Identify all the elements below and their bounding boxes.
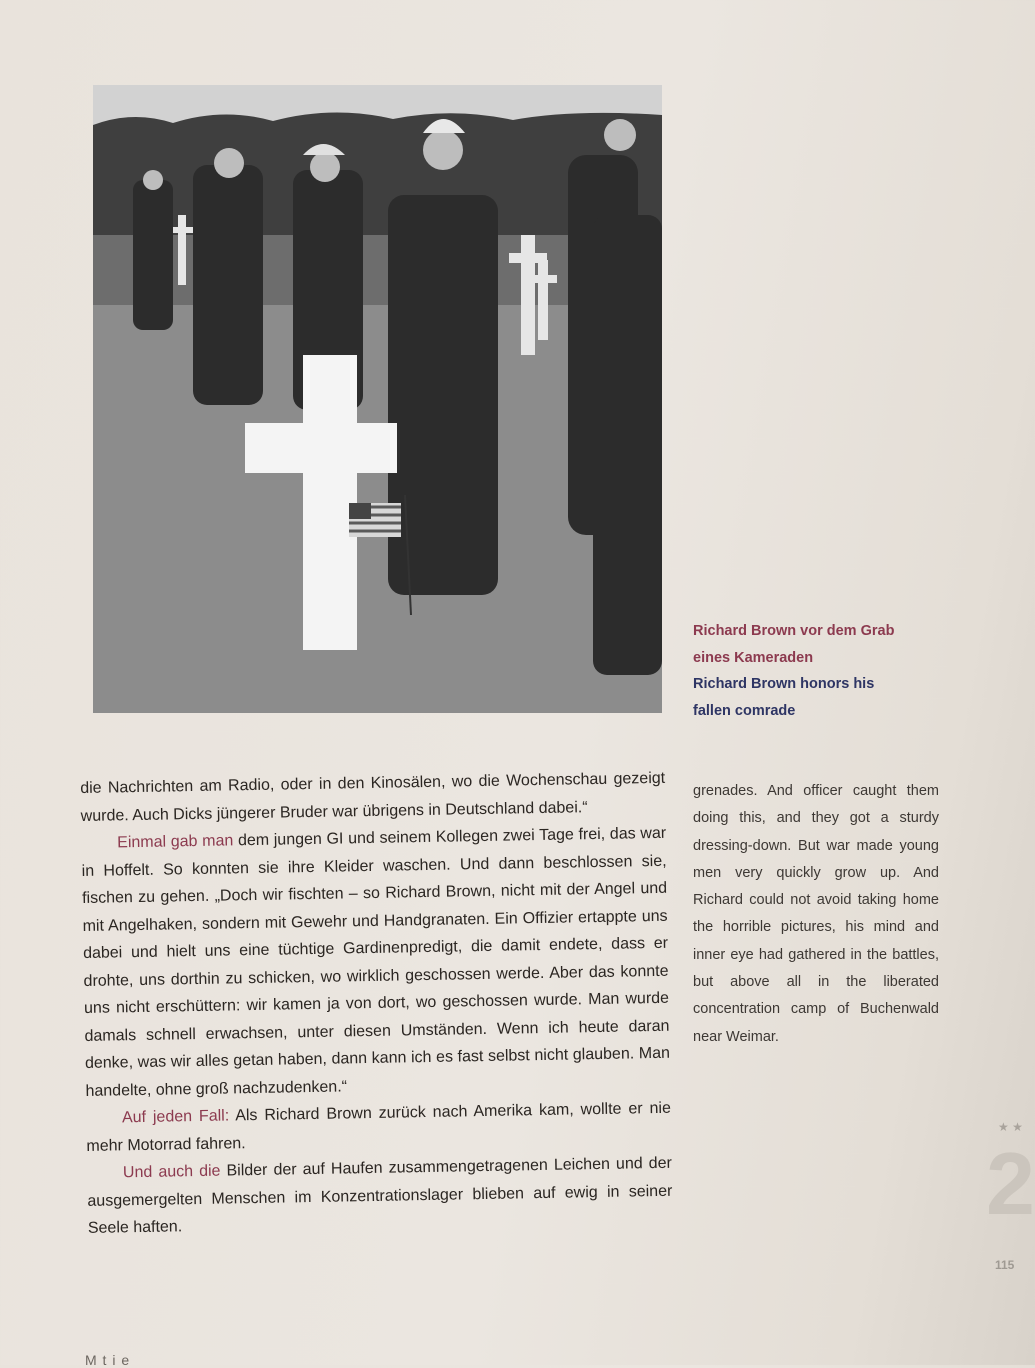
paragraph-3-lead: Auf jeden Fall: [121, 1107, 230, 1127]
paragraph-2-body: dem jungen GI und seinem Kollegen zwei Tage frei, das war in Hoffelt. So konnten sie ihre Kleider waschen. Und dann beschlossen sie, fischen zu gehen. „Doch wir fischten – so Richard Brown, nicht mit der Angel und mit Angelhaken, sondern mit Gewehr und Handgranaten. Ein Offizier ertappte uns dabei und hielt uns eine tüchtige Gardinenpredigt, die damit endete, dass er drohte, uns dorthin zu schicken, wo wirklich geschossen werde. Aber das konnte uns nicht erschüttern: wir kamen ja von dort, wo geschossen wurde. Man wurde damals schnell erwachsen, unter diesen Umständen. Wenn ich heute daran denke, was wir alles getan haben, dann kann ich es fast selbst nicht glauben. Man handelte, ohne groß nachzudenken.“ [81, 824, 671, 1100]
paragraph-3-body: Als Richard Brown zurück nach Amerika kam, wollte er nie mehr Motorrad fahren. [86, 1099, 672, 1155]
caption-english-line-1: Richard Brown honors his [693, 676, 875, 692]
english-paragraph: grenades. And officer caught them doing this, and they got a sturdy dressing-down. But war made young men very quickly grow up. And Richard could not avoid taking home the horrible pictures, his mind and inner eye had gathered in the battles, but above all in the liberated concentration camp of Buchenwald near Weimar. [693, 783, 939, 1045]
photo-illustration [93, 85, 662, 713]
caption-german-line-1: Richard Brown vor dem Grab [693, 623, 895, 639]
paragraph-2-lead: Einmal gab man [117, 832, 234, 852]
paragraph-3 [86, 1095, 672, 1160]
next-page-peek: M t i e [85, 1352, 131, 1368]
caption-english-line-2: fallen comrade [693, 702, 796, 719]
paragraph-4-body: Bilder der auf Haufen zusammengetragenen Leichen und der ausgemergelten Menschen im Konzentrationslager blieben auf ewig in seiner Seele haften. [87, 1154, 673, 1237]
english-body-text [693, 778, 939, 1051]
german-body-text [80, 765, 673, 1243]
margin-stars: ★ ★ [998, 1120, 1023, 1134]
paragraph-2 [81, 820, 671, 1105]
paragraph-4 [87, 1150, 673, 1243]
chapter-number: 2 [986, 1134, 1035, 1233]
page-number: 115 [995, 1258, 1015, 1272]
paragraph-1: die Nachrichten am Radio, oder in den Kinosälen, wo die Wochenschau gezeigt wurde. Auch Dicks jüngerer Bruder war übrigens in Deutschland dabei.“ [80, 769, 666, 825]
cemetery-photo [93, 85, 662, 713]
caption-german-line-2: eines Kameraden [693, 649, 814, 666]
paragraph-4-lead: Und auch die [122, 1162, 221, 1182]
photo-caption [693, 618, 953, 724]
